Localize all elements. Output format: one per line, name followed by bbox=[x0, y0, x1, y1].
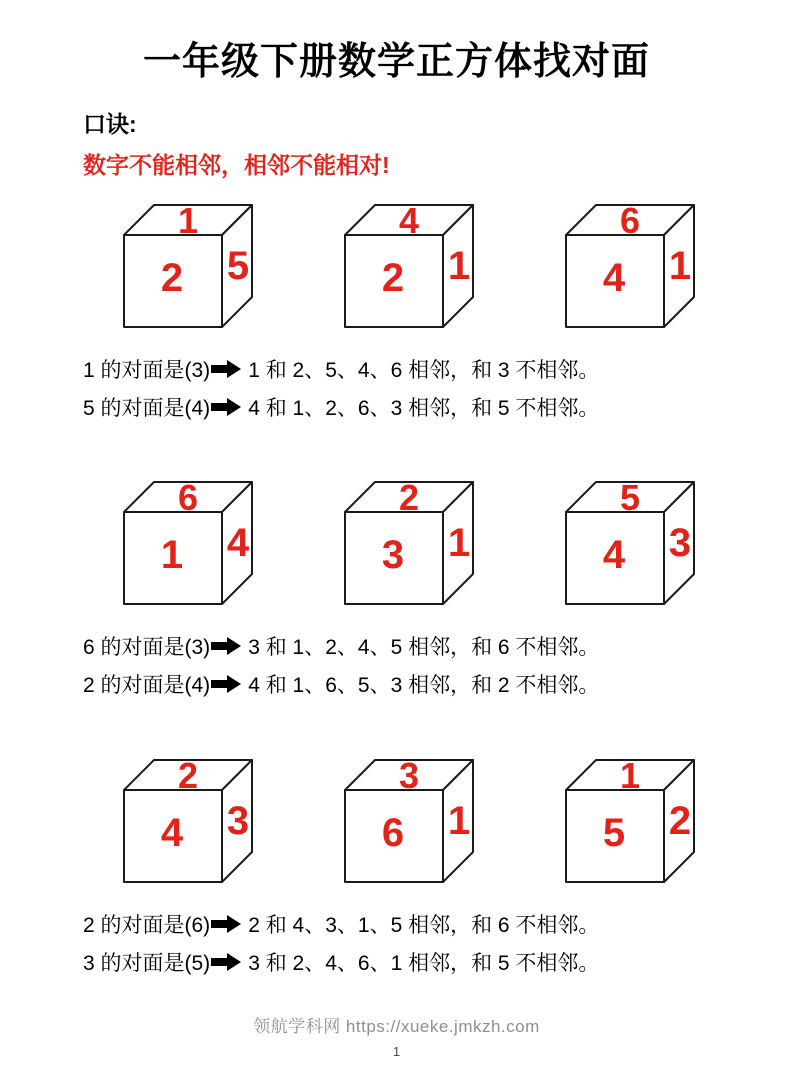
cube-figure bbox=[122, 202, 254, 328]
cube-top-number: 1 bbox=[177, 202, 199, 241]
cube-top-number: 3 bbox=[398, 757, 420, 796]
cube-top-number: 4 bbox=[398, 202, 420, 241]
cube-row bbox=[122, 757, 793, 883]
mnemonic-text: 数字不能相邻，相邻不能相对! bbox=[83, 152, 390, 178]
statement-after: 2 和 4、3、1、5 相邻，和 6 不相邻。 bbox=[248, 914, 600, 937]
cube-right-number: 5 bbox=[226, 244, 250, 288]
cube-front-number: 2 bbox=[160, 256, 184, 300]
cube-front-number: 4 bbox=[602, 256, 626, 300]
cube-figure bbox=[122, 479, 254, 605]
page-title: 一年级下册数学正方体找对面 bbox=[142, 41, 650, 83]
cube-front-number: 6 bbox=[381, 811, 405, 855]
statement-after: 1 和 2、5、4、6 相邻，和 3 不相邻。 bbox=[248, 359, 600, 382]
right-arrow-icon bbox=[211, 398, 241, 416]
statement-line bbox=[83, 907, 793, 945]
cube-figure bbox=[564, 202, 696, 328]
statement-lines bbox=[83, 907, 793, 983]
mnemonic-label: 口诀: bbox=[83, 111, 137, 137]
cube-right-number: 1 bbox=[447, 244, 471, 288]
cube-figure bbox=[564, 479, 696, 605]
cube-row bbox=[122, 202, 793, 328]
cube-figure bbox=[343, 202, 475, 328]
cube-top-number: 2 bbox=[398, 479, 420, 518]
statement-after: 4 和 1、6、5、3 相邻，和 2 不相邻。 bbox=[248, 674, 600, 697]
cube-top-number: 1 bbox=[619, 757, 641, 796]
cube-top-number: 5 bbox=[619, 479, 641, 518]
statement-line bbox=[83, 667, 793, 705]
statement-after: 3 和 1、2、4、5 相邻，和 6 不相邻。 bbox=[248, 636, 600, 659]
cube-group-1 bbox=[0, 202, 793, 428]
right-arrow-icon bbox=[211, 915, 241, 933]
cube-front-number: 5 bbox=[602, 811, 626, 855]
cube-front-number: 4 bbox=[602, 533, 626, 577]
cube-right-number: 1 bbox=[447, 799, 471, 843]
right-arrow-icon bbox=[211, 953, 241, 971]
statement-line bbox=[83, 945, 793, 983]
cube-front-number: 4 bbox=[160, 811, 184, 855]
cube-front-number: 2 bbox=[381, 256, 405, 300]
statement-before: 6 的对面是(3) bbox=[83, 636, 211, 659]
statement-before: 3 的对面是(5) bbox=[83, 952, 211, 975]
watermark-site-link: 领航学科网 https://xueke.jmkzh.com bbox=[253, 1017, 540, 1036]
cube-right-number: 1 bbox=[668, 244, 692, 288]
statement-line bbox=[83, 390, 793, 428]
cube-row bbox=[122, 479, 793, 605]
cube-top-number: 6 bbox=[177, 479, 199, 518]
right-arrow-icon bbox=[211, 637, 241, 655]
statement-line bbox=[83, 629, 793, 667]
cube-right-number: 4 bbox=[226, 521, 250, 565]
cube-group-2 bbox=[0, 479, 793, 705]
statement-before: 2 的对面是(4) bbox=[83, 674, 211, 697]
cube-figure bbox=[122, 757, 254, 883]
page-footer bbox=[0, 1012, 793, 1059]
cube-right-number: 3 bbox=[226, 799, 250, 843]
statement-after: 4 和 1、2、6、3 相邻，和 5 不相邻。 bbox=[248, 397, 600, 420]
cube-top-number: 6 bbox=[619, 202, 641, 241]
statement-lines bbox=[83, 629, 793, 705]
cube-top-number: 2 bbox=[177, 757, 199, 796]
right-arrow-icon bbox=[211, 675, 241, 693]
cube-front-number: 3 bbox=[381, 533, 405, 577]
right-arrow-icon bbox=[211, 360, 241, 378]
statement-before: 5 的对面是(4) bbox=[83, 397, 211, 420]
cube-right-number: 1 bbox=[447, 521, 471, 565]
cube-right-number: 3 bbox=[668, 521, 692, 565]
cube-figure bbox=[564, 757, 696, 883]
cube-figure bbox=[343, 479, 475, 605]
statement-before: 1 的对面是(3) bbox=[83, 359, 211, 382]
statement-after: 3 和 2、4、6、1 相邻，和 5 不相邻。 bbox=[248, 952, 600, 975]
statement-lines bbox=[83, 352, 793, 428]
cube-right-number: 2 bbox=[668, 799, 692, 843]
page-number: 1 bbox=[392, 1044, 401, 1059]
statement-line bbox=[83, 352, 793, 390]
statement-before: 2 的对面是(6) bbox=[83, 914, 211, 937]
cube-figure bbox=[343, 757, 475, 883]
cube-group-3 bbox=[0, 757, 793, 983]
cube-front-number: 1 bbox=[160, 533, 184, 577]
